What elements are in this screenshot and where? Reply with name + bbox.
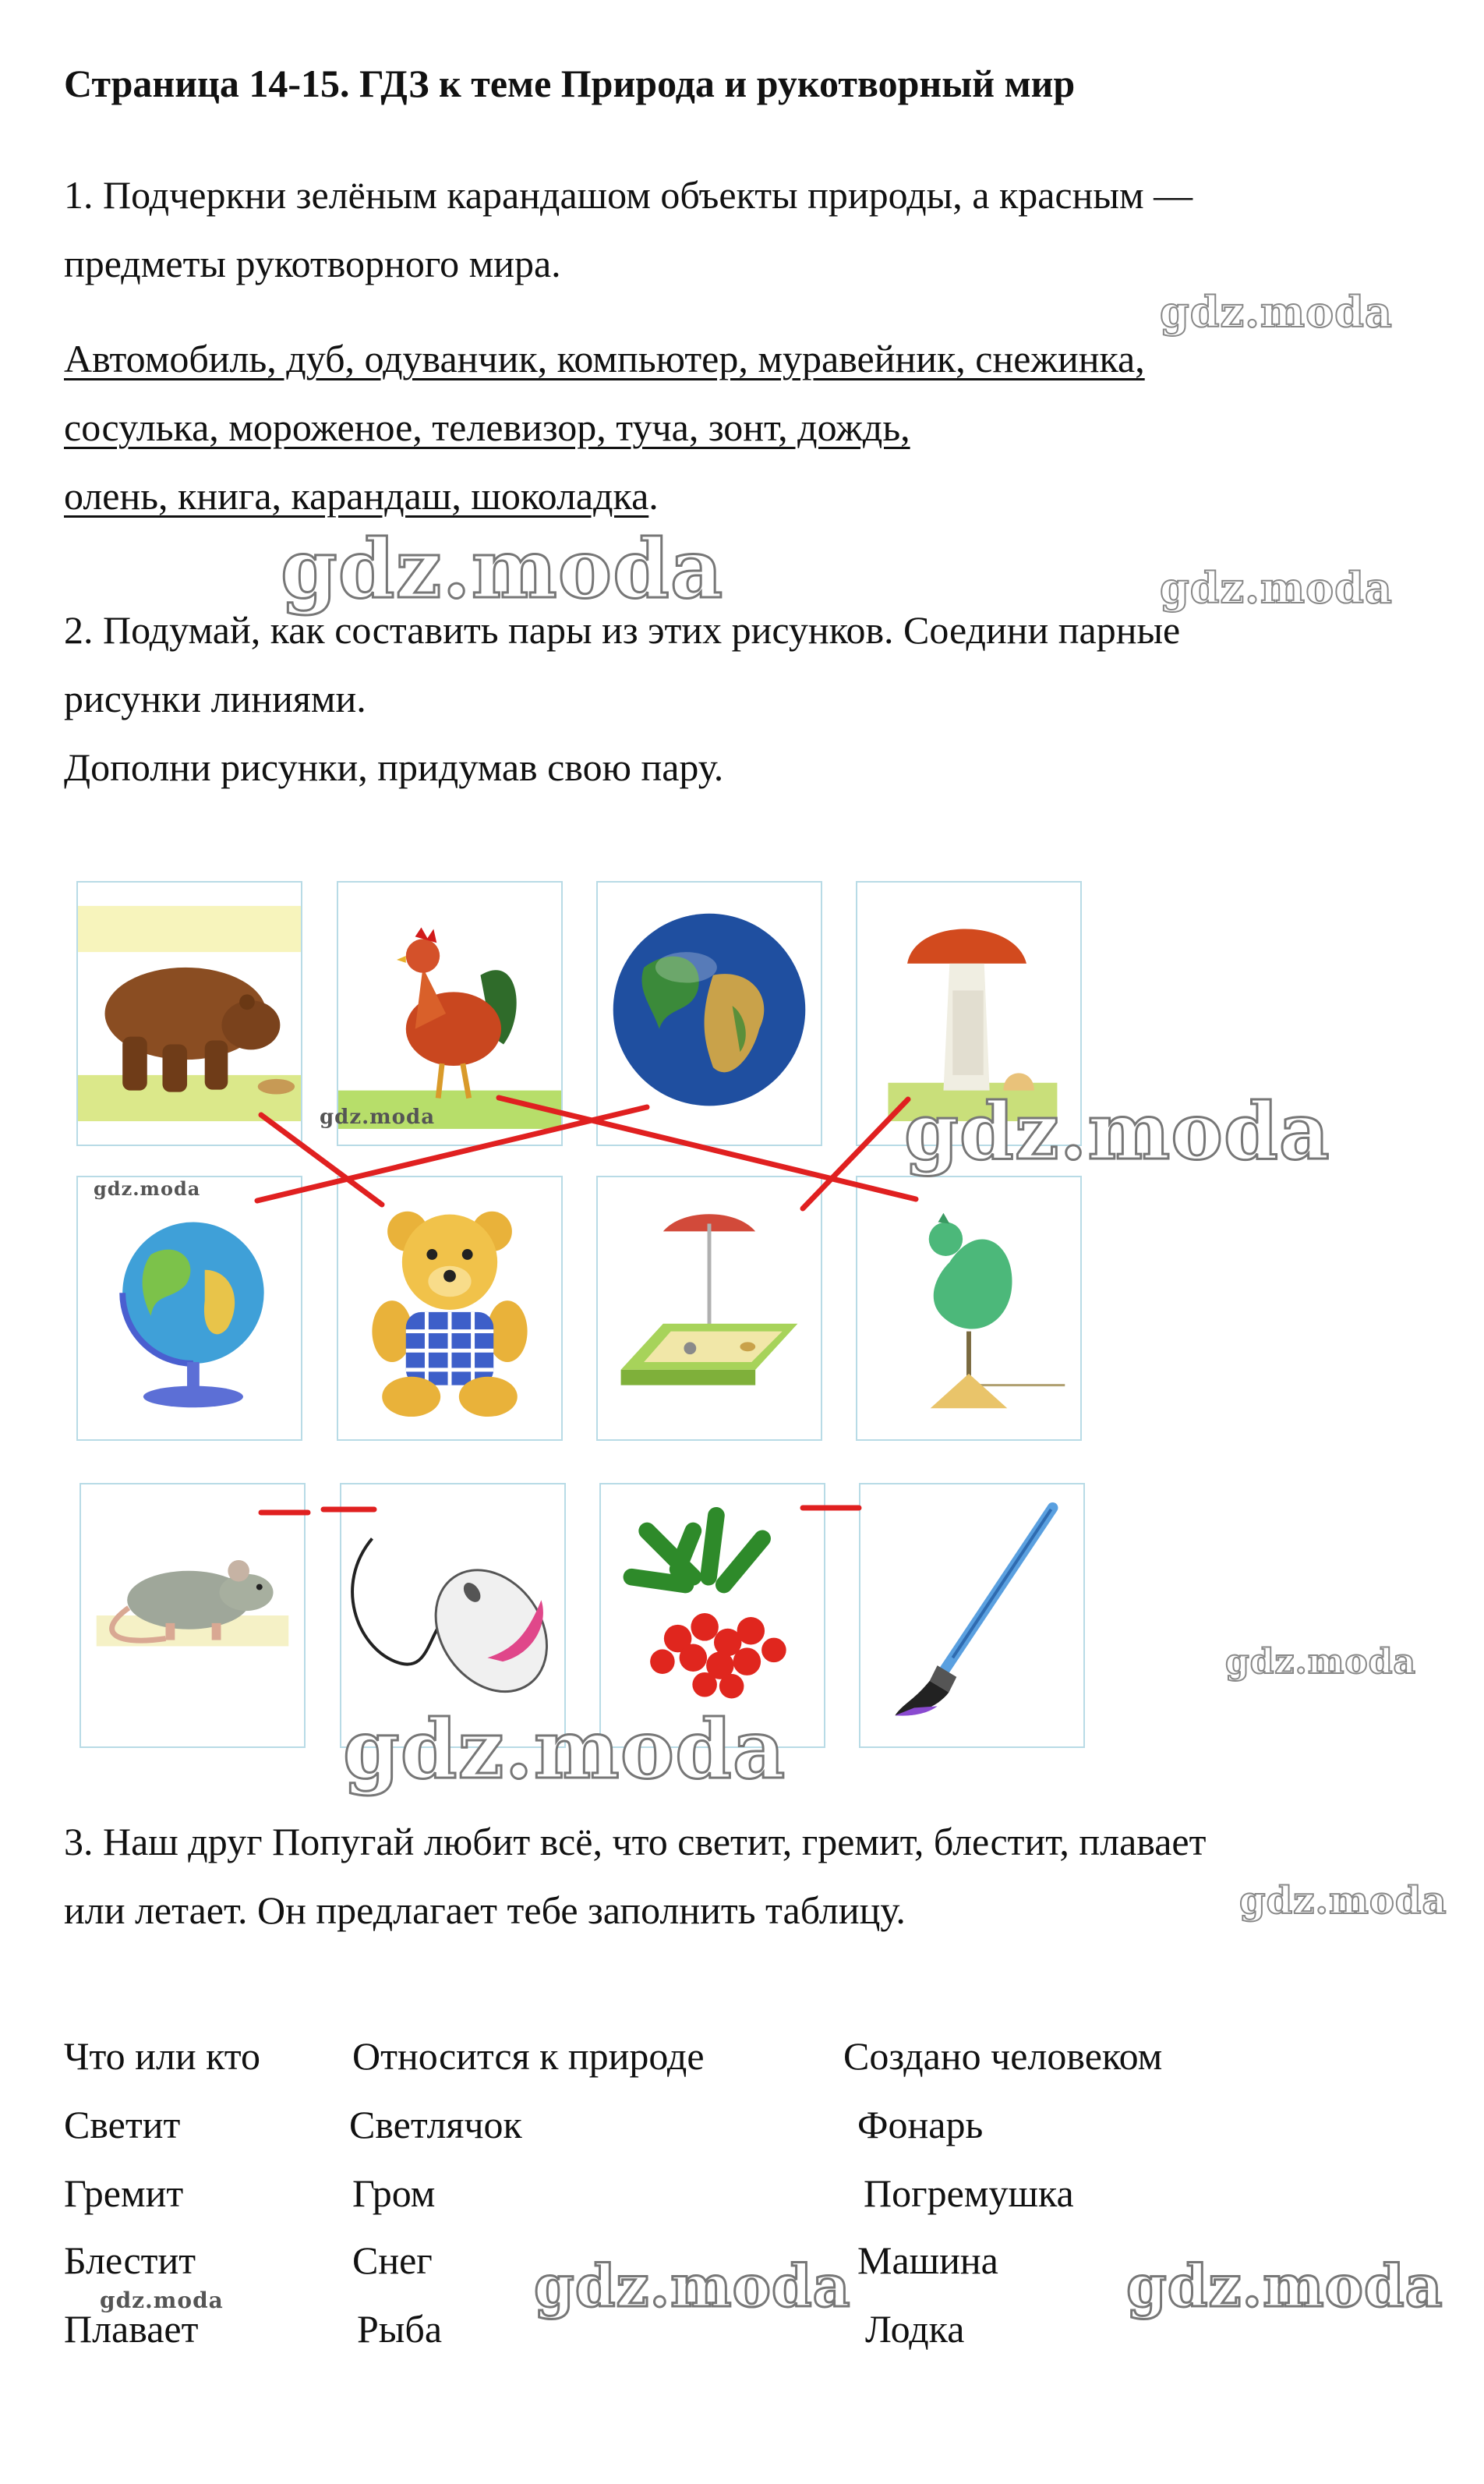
watermark: gdz.moda xyxy=(904,1085,1330,1177)
word-line-2: сосулька, мороженое, телевизор, туча, зонт, дождь, xyxy=(64,405,910,449)
table-cell: Лодка xyxy=(865,2307,965,2351)
table-header-cell: Создано человеком xyxy=(843,2034,1163,2078)
watermark: gdz.moda xyxy=(1160,287,1393,337)
page-title: Страница 14-15. ГДЗ к теме Природа и рукотворный мир xyxy=(64,62,1076,105)
table-cell: Блестит xyxy=(64,2238,196,2282)
task2-instruction-line2: рисунки линиями. xyxy=(64,677,366,720)
pair-line-3 xyxy=(499,1098,916,1199)
watermark: gdz.moda xyxy=(94,1177,201,1200)
watermark: gdz.moda xyxy=(281,521,724,617)
task3-instruction-line1: 3. Наш друг Попугай любит всё, что светит, гремит, блестит, плавает xyxy=(64,1820,1207,1863)
table-cell: Светлячок xyxy=(349,2103,522,2146)
watermark: gdz.moda xyxy=(534,2253,851,2320)
table-cell: Рыба xyxy=(357,2307,443,2351)
task1-instruction-line1: 1. Подчеркни зелёным карандашом объекты природы, а красным — xyxy=(64,173,1193,217)
task2-instruction-line3: Дополни рисунки, придумав свою пару. xyxy=(64,745,724,789)
watermark: gdz.moda xyxy=(1239,1879,1447,1923)
table-cell: Светит xyxy=(64,2103,181,2146)
watermark: gdz.moda xyxy=(1160,563,1393,613)
task2-instruction-line1: 2. Подумай, как составить пары из этих рисунков. Соедини парные xyxy=(64,608,1181,652)
task1-instruction-line2: предметы рукотворного мира. xyxy=(64,242,561,285)
table-cell: Машина xyxy=(857,2238,998,2282)
word-line-3: олень, книга, карандаш, шоколадка xyxy=(64,474,649,518)
table-header-cell: Что или кто xyxy=(64,2034,260,2078)
watermark: gdz.moda xyxy=(320,1106,436,1129)
table-cell: Фонарь xyxy=(857,2103,984,2146)
task3-instruction-line2: или летает. Он предлагает тебе заполнить таблицу. xyxy=(64,1888,906,1932)
word-list-end: . xyxy=(648,474,659,518)
watermark: gdz.moda xyxy=(100,2288,224,2313)
watermark: gdz.moda xyxy=(1126,2253,1443,2320)
table-cell: Гремит xyxy=(64,2171,184,2215)
word-line-1: Автомобиль, дуб, одуванчик, компьютер, муравейник, снежинка, xyxy=(64,337,1145,380)
watermark: gdz.moda xyxy=(1225,1642,1417,1682)
table-cell: Снег xyxy=(352,2238,433,2282)
table-cell: Погремушка xyxy=(864,2171,1074,2215)
watermark: gdz.moda xyxy=(343,1701,786,1797)
table-header-cell: Относится к природе xyxy=(352,2034,705,2078)
table-cell: Гром xyxy=(352,2171,436,2215)
table-cell: Плавает xyxy=(64,2307,199,2351)
